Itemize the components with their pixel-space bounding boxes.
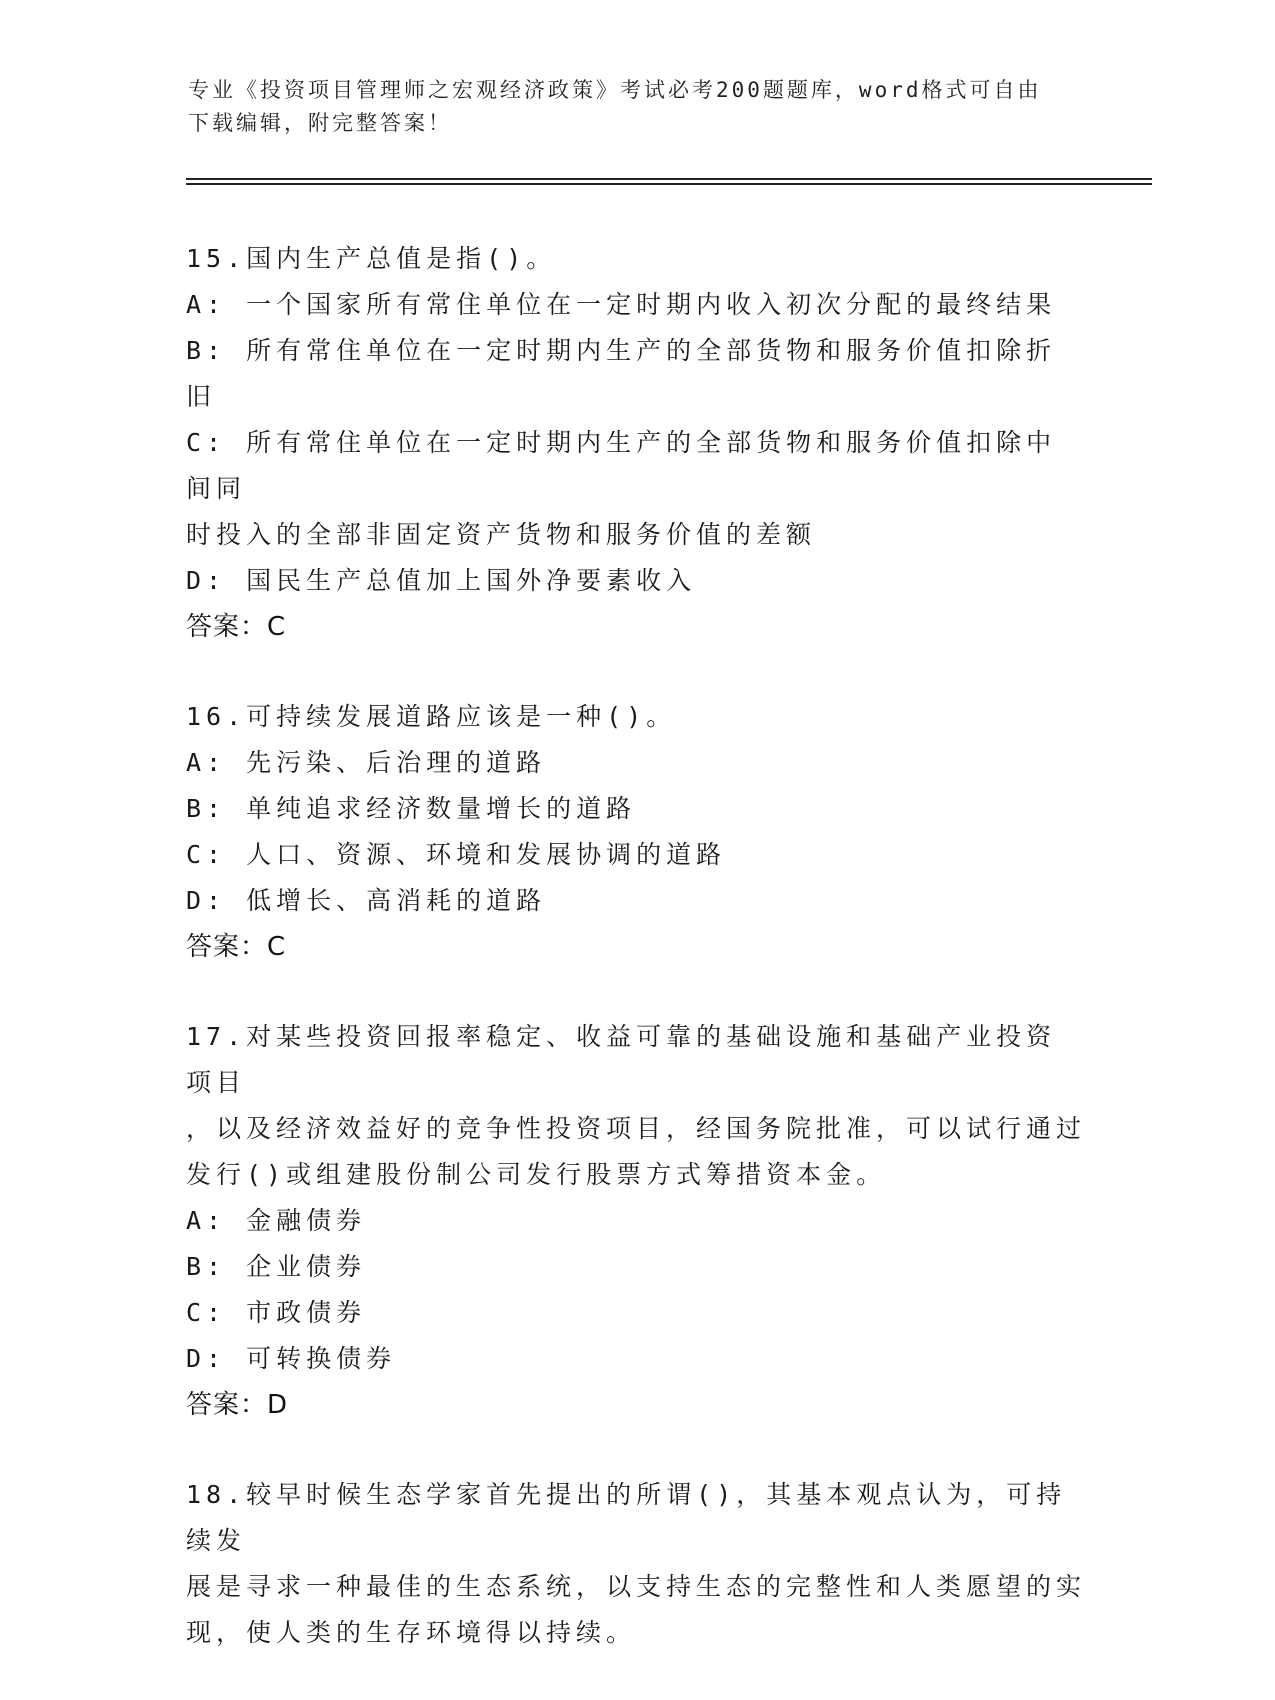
- option-b: B: 企业债券: [186, 1252, 367, 1281]
- header-line-2: 下载编辑，附完整答案！: [188, 111, 452, 135]
- question-stem-line-2: 展是寻求一种最佳的生态系统，以支持生态的完整性和人类愿望的实: [186, 1572, 1087, 1601]
- option-c-continued: 时投入的全部非固定资产货物和服务价值的差额: [186, 520, 817, 549]
- question-stem-line-3: 发行()或组建股份制公司发行股票方式筹措资本金。: [186, 1160, 887, 1189]
- question-stem: 15.国内生产总值是指()。: [186, 244, 557, 273]
- answer: 答案：C: [186, 612, 287, 642]
- header-divider-bottom: [186, 183, 1152, 185]
- option-b: B: 所有常住单位在一定时期内生产的全部货物和服务价值扣除折旧: [186, 336, 1057, 411]
- option-c: C: 市政债券: [186, 1298, 367, 1327]
- answer: 答案：D: [186, 1390, 289, 1420]
- question-stem-line-3: 现，使人类的生存环境得以持续。: [186, 1618, 637, 1647]
- option-a: A: 一个国家所有常住单位在一定时期内收入初次分配的最终结果: [186, 290, 1057, 319]
- question-16: [186, 694, 1086, 970]
- header-line-1: 专业《投资项目管理师之宏观经济政策》考试必考200题题库，word格式可自由: [188, 78, 1042, 102]
- option-a: A: 金融债券: [186, 1206, 367, 1235]
- question-stem-line-2: ，以及经济效益好的竞争性投资项目，经国务院批准，可以试行通过: [186, 1114, 1087, 1143]
- option-c: C: 人口、资源、环境和发展协调的道路: [186, 840, 727, 869]
- header-divider-top: [186, 178, 1152, 180]
- question-18: [186, 1472, 1086, 1656]
- option-d: D: 低增长、高消耗的道路: [186, 886, 547, 915]
- option-d: D: 国民生产总值加上国外净要素收入: [186, 566, 697, 595]
- option-a: A: 先污染、后治理的道路: [186, 748, 547, 777]
- question-17: [186, 1014, 1086, 1428]
- question-stem: 18.较早时候生态学家首先提出的所谓()，其基本观点认为，可持续发: [186, 1480, 1067, 1555]
- answer: 答案：C: [186, 932, 287, 962]
- option-c: C: 所有常住单位在一定时期内生产的全部货物和服务价值扣除中间同: [186, 428, 1057, 503]
- question-15: [186, 236, 1086, 650]
- option-d: D: 可转换债券: [186, 1344, 397, 1373]
- question-stem: 16.可持续发展道路应该是一种()。: [186, 702, 677, 731]
- document-header: [188, 74, 1068, 140]
- question-stem: 17.对某些投资回报率稳定、收益可靠的基础设施和基础产业投资项目: [186, 1022, 1057, 1097]
- question-list: [186, 236, 1086, 1700]
- option-b: B: 单纯追求经济数量增长的道路: [186, 794, 637, 823]
